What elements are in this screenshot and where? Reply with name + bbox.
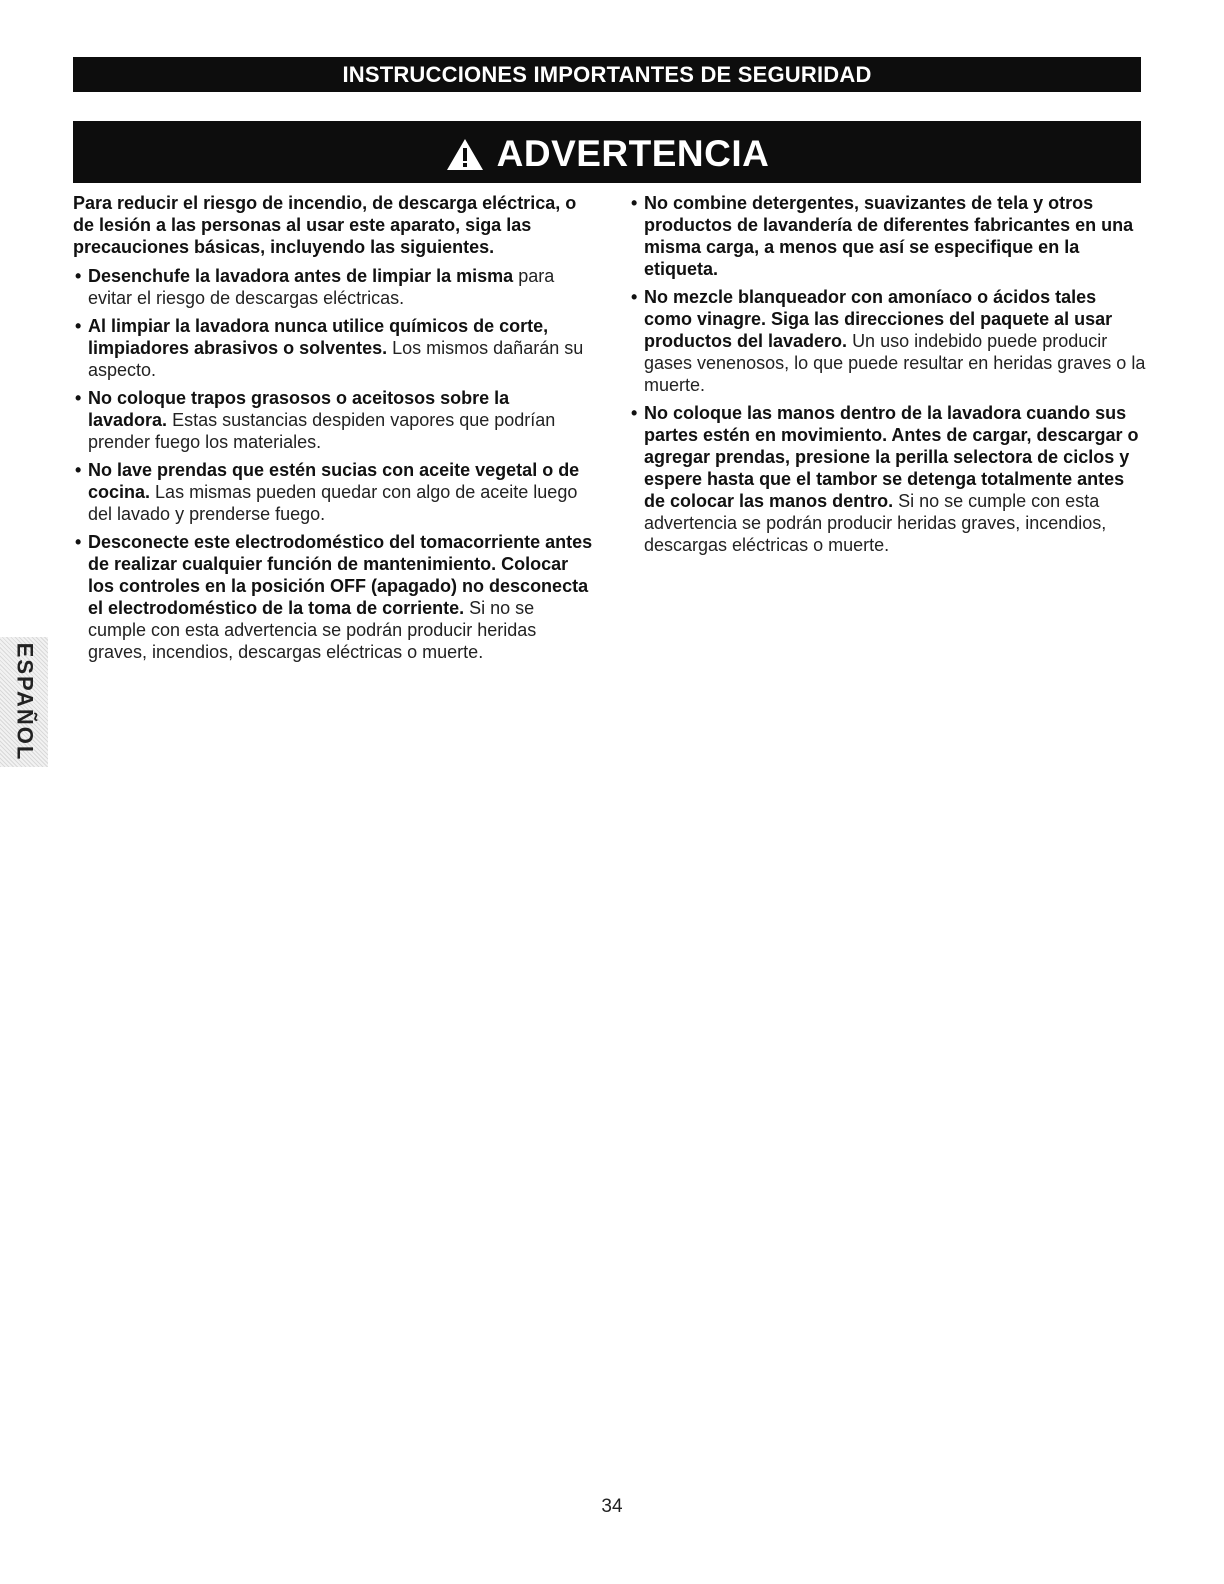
bullet-icon: • (75, 316, 82, 336)
item-text: Si no se cumple con esta advertencia se podrán producir heridas graves, incendios, descargas eléctricas o muerte. (88, 598, 537, 662)
list-item (73, 459, 593, 525)
item-text: Los mismos dañarán su aspecto. (88, 338, 584, 380)
language-side-tab (0, 637, 48, 767)
item-text: Estas sustancias despiden vapores que podrían prender fuego los materiales. (88, 410, 556, 452)
item-bold-text: No mezcle blanqueador con amoníaco o ácidos tales como vinagre. Siga las direcciones del paquete al usar productos del lavadero. (644, 287, 1113, 351)
item-bold-text: No combine detergentes, suavizantes de tela y otros productos de lavandería de diferentes fabricantes en una misma carga, a menos que así se especifique en la etiqueta. (644, 193, 1134, 279)
list-item (629, 286, 1149, 396)
item-text: Si no se cumple con esta advertencia se podrán producir heridas graves, incendios, descargas eléctricas o muerte. (644, 491, 1107, 555)
list-item (629, 402, 1149, 556)
page-number: 34 (601, 1496, 623, 1517)
list-item (73, 265, 593, 309)
item-text: para evitar el riesgo de descargas eléctricas. (88, 266, 555, 308)
bullet-icon: • (631, 287, 638, 307)
bullet-icon: • (75, 266, 82, 286)
bullet-icon: • (75, 388, 82, 408)
list-item (73, 531, 593, 663)
bullet-icon: • (631, 403, 638, 423)
list-item (73, 315, 593, 381)
bullet-icon: • (75, 460, 82, 480)
list-item (73, 387, 593, 453)
item-bold-text: Al limpiar la lavadora nunca utilice químicos de corte, limpiadores abrasivos o solventes. (88, 316, 549, 358)
item-bold-text: No coloque trapos grasosos o aceitosos sobre la lavadora. (88, 388, 510, 430)
item-bold-text: Desconecte este electrodoméstico del tomacorriente antes de realizar cualquier función de mantenimiento. Colocar los controles en la posición OFF (apagado) no desconecta el electrodoméstico de la toma de corriente. (88, 532, 593, 618)
item-bold-text: No coloque las manos dentro de la lavadora cuando sus partes estén en movimiento. Antes de cargar, descargar o agregar prendas, presione la perilla selectora de ciclos y espere hasta que el tambor se detenga totalmente antes de colocar las manos dentro. (644, 403, 1139, 511)
item-bold-text: No lave prendas que estén sucias con aceite vegetal o de cocina. (88, 460, 580, 502)
item-text: Las mismas pueden quedar con algo de aceite luego del lavado y prenderse fuego. (88, 482, 578, 524)
item-text: Un uso indebido puede producir gases venenosos, lo que puede resultar en heridas graves o la muerte. (644, 331, 1146, 395)
intro-paragraph: Para reducir el riesgo de incendio, de descarga eléctrica, o de lesión a las personas al usar este aparato, siga las precauciones básicas, incluyendo las siguientes. (73, 193, 577, 257)
warning-banner (73, 121, 1141, 183)
list-item (629, 192, 1149, 280)
item-bold-text: Desenchufe la lavadora antes de limpiar la misma (88, 266, 514, 286)
bullet-icon: • (631, 193, 638, 213)
language-label: ESPAÑOL (12, 642, 37, 762)
section-title: INSTRUCCIONES IMPORTANTES DE SEGURIDAD (342, 62, 872, 87)
left-column (73, 192, 593, 669)
warning-triangle-icon (445, 137, 485, 172)
right-column (629, 192, 1149, 562)
section-header-banner (73, 57, 1141, 92)
warning-title: ADVERTENCIA (496, 133, 770, 174)
bullet-icon: • (75, 532, 82, 552)
